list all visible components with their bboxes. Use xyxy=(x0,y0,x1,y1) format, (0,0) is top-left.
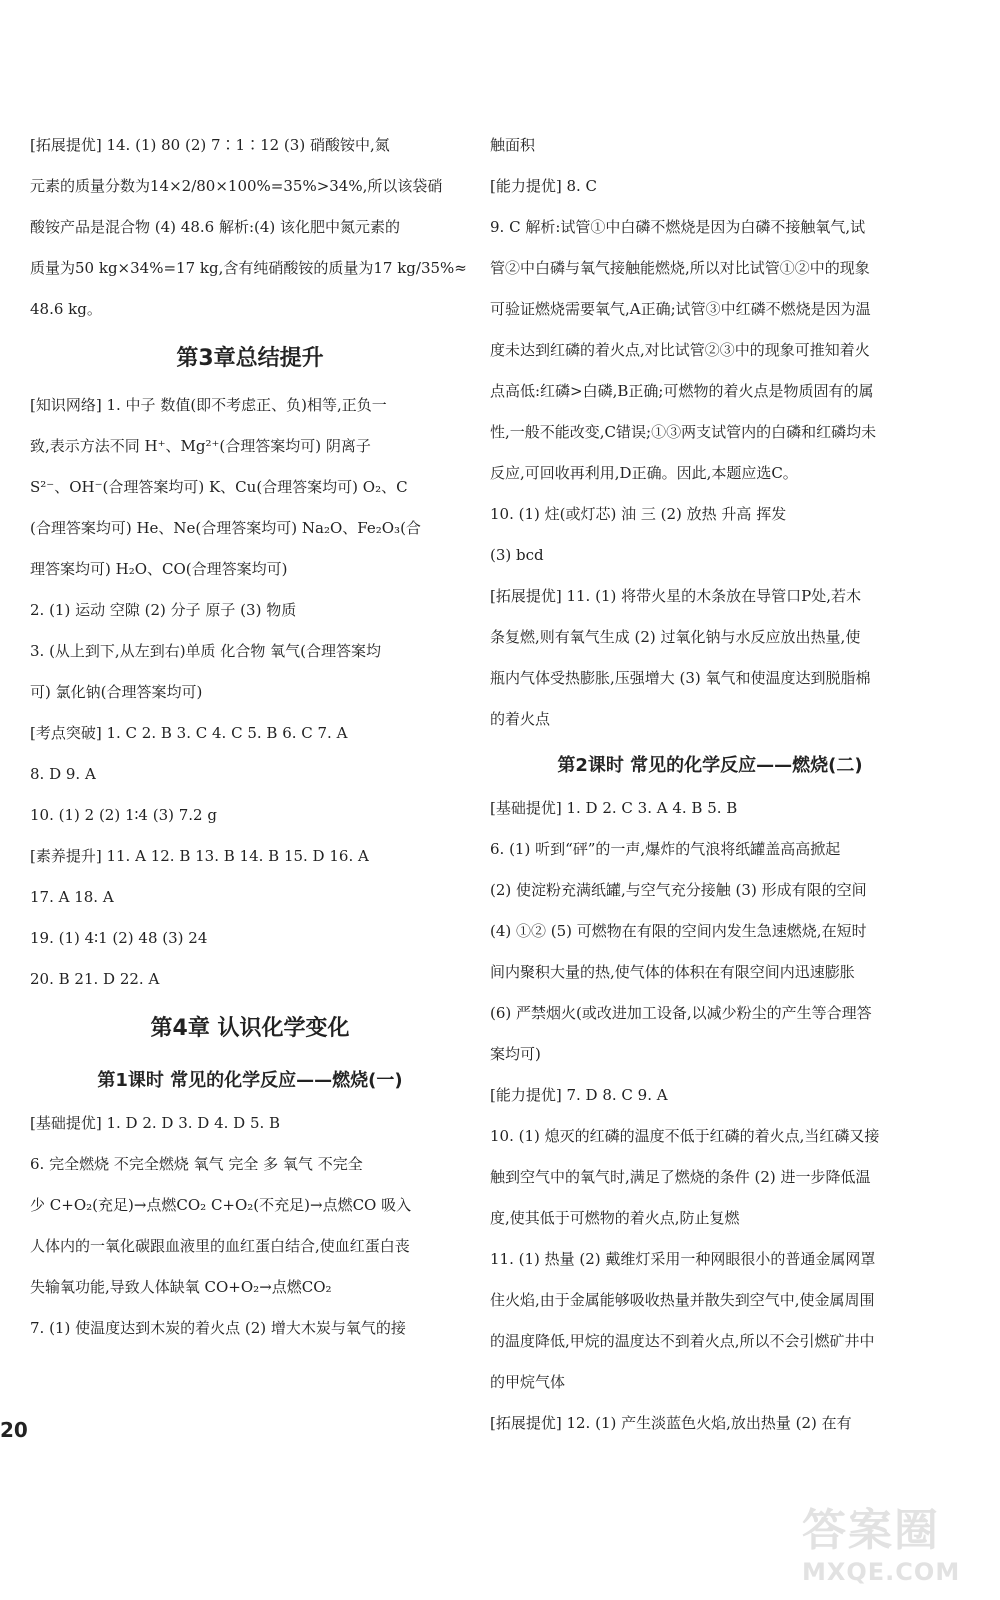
answer-line: 10. (1) 炷(或灯芯) 油 三 (2) 放热 升高 挥发 xyxy=(490,505,787,523)
answer-line: 性,一般不能改变,C错误;①③两支试管内的白磷和红磷均未 xyxy=(490,423,877,441)
answer-line: 理答案均可) H₂O、CO(合理答案均可) xyxy=(30,560,288,578)
answer-line: [拓展提优] 12. (1) 产生淡蓝色火焰,放出热量 (2) 在有 xyxy=(490,1414,852,1432)
answer-line: 6. (1) 听到“砰”的一声,爆炸的气浪将纸罐盖高高掀起 xyxy=(490,840,841,858)
answer-line: 少 C+O₂(充足)→点燃CO₂ C+O₂(不充足)→点燃CO 吸入 xyxy=(30,1196,412,1214)
answer-line: 3. (从上到下,从左到右)单质 化合物 氧气(合理答案均 xyxy=(30,642,381,660)
answer-line: [能力提优] 7. D 8. C 9. A xyxy=(490,1086,668,1104)
answer-line: (2) 使淀粉充满纸罐,与空气充分接触 (3) 形成有限的空间 xyxy=(490,881,867,899)
answer-line: (3) bcd xyxy=(490,546,544,564)
answer-line: 致,表示方法不同 H⁺、Mg²⁺(合理答案均可) 阴离子 xyxy=(30,437,371,455)
answer-line: [能力提优] 8. C xyxy=(490,177,598,195)
answer-line: 间内聚积大量的热,使气体的体积在有限空间内迅速膨胀 xyxy=(490,963,855,981)
answer-line: 案均可) xyxy=(490,1045,541,1063)
answer-line: 11. (1) 热量 (2) 戴维灯采用一种网眼很小的普通金属网罩 xyxy=(490,1250,876,1268)
answer-line: 条复燃,则有氧气生成 (2) 过氧化钠与水反应放出热量,使 xyxy=(490,628,861,646)
answer-line: 反应,可回收再利用,D正确。因此,本题应选C。 xyxy=(490,464,798,482)
answer-line: 的温度降低,甲烷的温度达不到着火点,所以不会引燃矿井中 xyxy=(490,1332,875,1350)
answer-line: 触面积 xyxy=(490,136,536,154)
answer-line: (合理答案均可) He、Ne(合理答案均可) Na₂O、Fe₂O₃(合 xyxy=(30,519,421,537)
answer-line: 20. B 21. D 22. A xyxy=(30,970,160,988)
answer-line: 瓶内气体受热膨胀,压强增大 (3) 氧气和使温度达到脱脂棉 xyxy=(490,669,871,687)
answer-line: 19. (1) 4∶1 (2) 48 (3) 24 xyxy=(30,929,208,947)
answer-line: 人体内的一氧化碳跟血液里的血红蛋白结合,使血红蛋白丧 xyxy=(30,1237,410,1255)
answer-line: [拓展提优] 14. (1) 80 (2) 7∶1∶12 (3) 硝酸铵中,氮 xyxy=(30,136,390,154)
answer-line: [拓展提优] 11. (1) 将带火星的木条放在导管口P处,若木 xyxy=(490,587,861,605)
answer-line: 酸铵产品是混合物 (4) 48.6 解析:(4) 该化肥中氮元素的 xyxy=(30,218,401,236)
chapter-heading: 第4章 认识化学变化 xyxy=(150,1016,350,1041)
answer-line: [知识网络] 1. 中子 数值(即不考虑正、负)相等,正负一 xyxy=(30,396,387,414)
watermark-logo xyxy=(802,1494,992,1584)
answer-line: 6. 完全燃烧 不完全燃烧 氧气 完全 多 氧气 不完全 xyxy=(30,1155,363,1173)
answer-line: 元素的质量分数为14×2/80×100%=35%>34%,所以该袋硝 xyxy=(30,177,443,195)
answer-line: (6) 严禁烟火(或改进加工设备,以减少粉尘的产生等合理答 xyxy=(490,1004,872,1022)
answer-line: 可验证燃烧需要氧气,A正确;试管③中红磷不燃烧是因为温 xyxy=(490,300,871,318)
answer-line: 17. A 18. A xyxy=(30,888,114,906)
left-column xyxy=(30,136,470,1360)
page-number: 20 xyxy=(0,1418,28,1442)
answer-line: 质量为50 kg×34%=17 kg,含有纯硝酸铵的质量为17 kg/35%≈ xyxy=(30,259,467,277)
lesson-heading: 第1课时 常见的化学反应——燃烧(一) xyxy=(97,1070,403,1091)
watermark-text: 答案圈 xyxy=(802,1505,940,1556)
chapter-heading: 第3章总结提升 xyxy=(176,346,324,371)
answer-line: 48.6 kg。 xyxy=(30,300,102,318)
answer-line: S²⁻、OH⁻(合理答案均可) K、Cu(合理答案均可) O₂、C xyxy=(30,478,408,496)
watermark-url: MXQE.COM xyxy=(802,1558,961,1586)
answer-line: (4) ①② (5) 可燃物在有限的空间内发生急速燃烧,在短时 xyxy=(490,922,867,940)
answer-line: 触到空气中的氧气时,满足了燃烧的条件 (2) 进一步降低温 xyxy=(490,1168,871,1186)
answer-line: [考点突破] 1. C 2. B 3. C 4. C 5. B 6. C 7. A xyxy=(30,724,348,742)
answer-line: 度,使其低于可燃物的着火点,防止复燃 xyxy=(490,1209,740,1227)
answer-line: 9. C 解析:试管①中白磷不燃烧是因为白磷不接触氧气,试 xyxy=(490,218,866,236)
lesson-heading: 第2课时 常见的化学反应——燃烧(二) xyxy=(557,755,863,776)
answer-line: 的甲烷气体 xyxy=(490,1373,566,1391)
answer-line: [素养提升] 11. A 12. B 13. B 14. B 15. D 16. A xyxy=(30,847,369,865)
answer-line: 管②中白磷与氧气接触能燃烧,所以对比试管①②中的现象 xyxy=(490,259,870,277)
answer-line: 失输氧功能,导致人体缺氧 CO+O₂→点燃CO₂ xyxy=(30,1278,332,1296)
answer-line: 2. (1) 运动 空隙 (2) 分子 原子 (3) 物质 xyxy=(30,601,297,619)
answer-line: 10. (1) 2 (2) 1∶4 (3) 7.2 g xyxy=(30,806,217,824)
answer-line: 10. (1) 熄灭的红磷的温度不低于红磷的着火点,当红磷又接 xyxy=(490,1127,880,1145)
answer-line: 8. D 9. A xyxy=(30,765,96,783)
right-column xyxy=(490,136,930,1455)
answer-line: 可) 氯化钠(合理答案均可) xyxy=(30,683,203,701)
answer-line: 度未达到红磷的着火点,对比试管②③中的现象可推知着火 xyxy=(490,341,870,359)
answer-line: [基础提优] 1. D 2. C 3. A 4. B 5. B xyxy=(490,799,738,817)
answer-line: [基础提优] 1. D 2. D 3. D 4. D 5. B xyxy=(30,1114,281,1132)
answer-line: 住火焰,由于金属能够吸收热量并散失到空气中,使金属周围 xyxy=(490,1291,875,1309)
answer-line: 7. (1) 使温度达到木炭的着火点 (2) 增大木炭与氧气的接 xyxy=(30,1319,406,1337)
answer-line: 点高低:红磷>白磷,B正确;可燃物的着火点是物质固有的属 xyxy=(490,382,874,400)
answer-line: 的着火点 xyxy=(490,710,551,728)
